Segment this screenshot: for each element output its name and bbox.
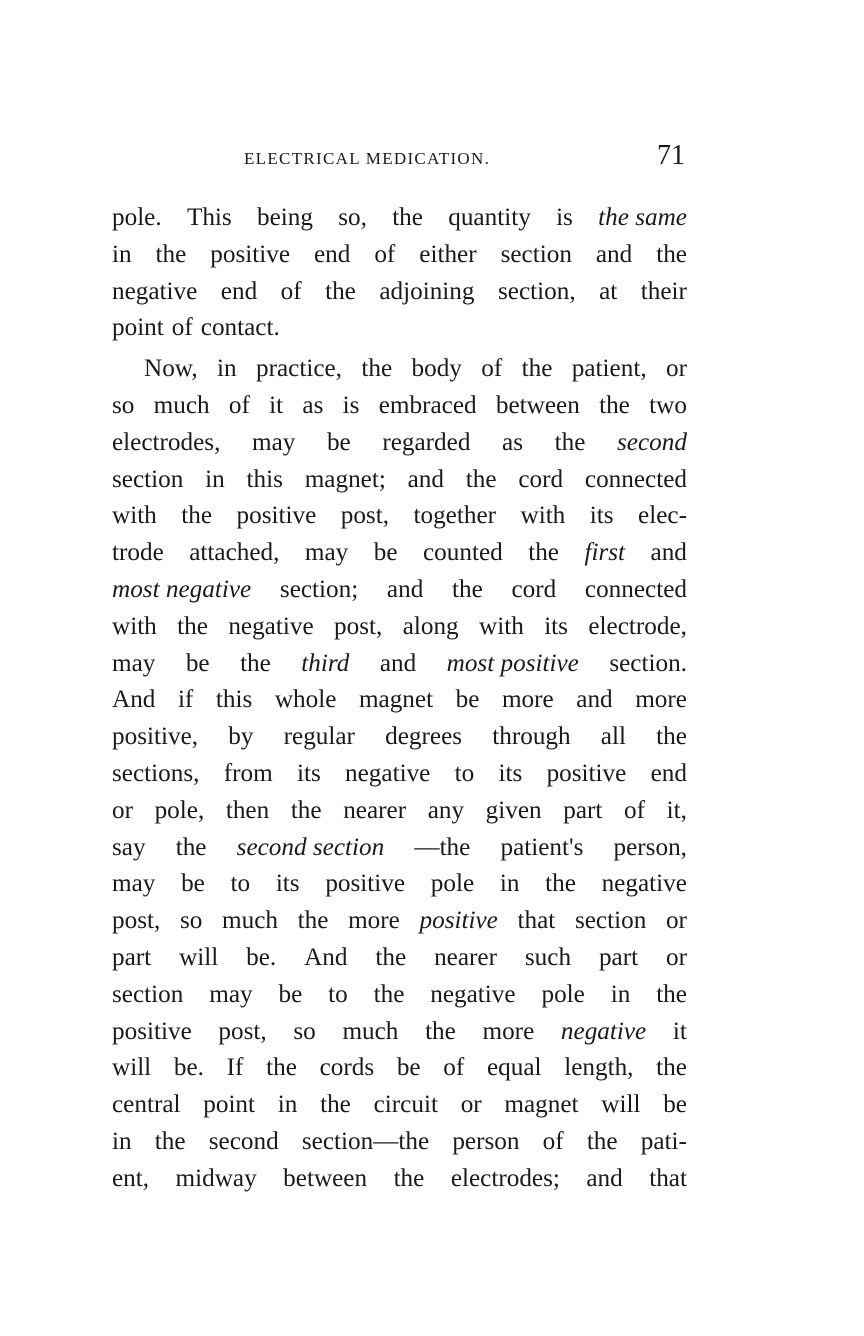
word: with — [479, 612, 524, 640]
word: or — [666, 355, 687, 383]
word: person — [452, 1127, 520, 1155]
word: is — [342, 391, 360, 419]
word: of — [624, 796, 645, 824]
word: person, — [613, 833, 687, 861]
word: part — [112, 943, 152, 971]
word: by — [228, 723, 254, 751]
word: it — [672, 1017, 687, 1045]
word: patient's — [500, 833, 584, 861]
word: that — [517, 907, 556, 935]
word: to — [328, 980, 348, 1008]
word: the — [297, 907, 329, 935]
word: as — [502, 428, 524, 456]
word: electrode, — [588, 612, 687, 640]
word: positive — [210, 240, 291, 268]
word: in — [205, 465, 225, 493]
word: its — [589, 502, 614, 530]
word: the — [545, 870, 576, 898]
word: pole, — [154, 796, 205, 824]
word: section — [500, 240, 572, 268]
word: along — [402, 612, 459, 640]
word: to — [454, 759, 475, 787]
word: to — [230, 870, 251, 898]
word: electrodes, — [112, 428, 221, 456]
word: then — [225, 796, 270, 824]
word: midway — [175, 1164, 257, 1192]
text-line — [112, 756, 687, 793]
word: embraced — [378, 391, 477, 419]
word: in — [217, 355, 237, 383]
word: so — [293, 1017, 316, 1045]
text-line — [112, 200, 687, 237]
word: cords — [319, 1054, 375, 1082]
word: of — [171, 314, 193, 342]
word: be. — [173, 1054, 204, 1082]
word: more — [635, 686, 687, 714]
word: the — [656, 723, 687, 751]
word: the — [375, 943, 407, 971]
word: end — [220, 277, 258, 305]
word: sections, — [112, 759, 200, 787]
word: pole. — [112, 204, 162, 231]
word: it, — [666, 796, 687, 824]
word: or — [460, 1091, 482, 1119]
word: part — [563, 796, 603, 824]
word: the — [425, 1017, 456, 1045]
word: circuit — [373, 1091, 438, 1119]
word: will — [112, 1054, 152, 1082]
word: point — [112, 314, 164, 342]
word: nearer — [343, 796, 407, 824]
word: two — [649, 391, 687, 419]
word: the — [656, 1054, 687, 1082]
word: positive — [112, 1017, 192, 1045]
text-line — [112, 1087, 687, 1124]
italic-word: first — [584, 539, 626, 567]
word: as — [302, 391, 324, 419]
word: elec- — [638, 502, 687, 530]
text-line — [112, 310, 687, 347]
word: Now, — [144, 355, 198, 383]
italic-word: most negative — [112, 575, 252, 603]
word: the — [393, 1164, 425, 1192]
word: cord — [511, 575, 557, 603]
word: pole — [541, 980, 585, 1008]
word: And — [112, 686, 156, 714]
word: and — [595, 240, 633, 268]
word: the — [155, 240, 187, 268]
word: given — [485, 796, 542, 824]
word: trode — [112, 539, 164, 567]
word: the — [528, 539, 559, 567]
word: electrodes; — [450, 1164, 560, 1192]
text-line — [112, 719, 687, 756]
word: ent, — [112, 1164, 150, 1192]
word: and — [586, 1164, 623, 1192]
word: adjoining — [379, 277, 475, 305]
word: positive — [236, 502, 317, 530]
text-line — [112, 572, 687, 609]
text-line — [112, 425, 687, 462]
word: body — [411, 355, 462, 383]
word: its — [498, 759, 523, 787]
word: cord — [518, 465, 564, 493]
word: and — [386, 575, 424, 603]
word: of — [443, 1054, 465, 1082]
word: section — [112, 465, 184, 493]
body-text — [112, 200, 687, 1198]
word: length, — [564, 1054, 634, 1082]
word: may — [112, 870, 156, 898]
word: the — [373, 980, 405, 1008]
text-line — [112, 462, 687, 499]
italic-word: negative — [560, 1017, 647, 1045]
word: practice, — [255, 355, 342, 383]
word: of — [374, 240, 396, 268]
word: be — [396, 1054, 421, 1082]
text-line — [112, 1124, 687, 1161]
word: and — [407, 465, 444, 493]
text-line — [112, 646, 687, 683]
word: its — [275, 870, 300, 898]
word: in — [112, 240, 132, 268]
word: connected — [584, 465, 687, 493]
italic-word: second — [616, 428, 687, 456]
word: attached, — [189, 539, 280, 567]
word: of — [542, 1127, 564, 1155]
word: this — [215, 686, 253, 714]
word: contact. — [200, 314, 280, 342]
word: in — [499, 870, 520, 898]
word: be — [373, 539, 398, 567]
word: pati- — [640, 1127, 687, 1155]
word: magnet — [358, 686, 434, 714]
word: point — [203, 1091, 256, 1119]
word: negative — [430, 980, 516, 1008]
word: much — [222, 907, 278, 935]
word: second — [208, 1127, 279, 1155]
text-line — [112, 1161, 687, 1198]
text-line — [112, 609, 687, 646]
italic-word: most positive — [446, 649, 579, 677]
word: more — [348, 907, 400, 935]
word: if — [177, 686, 194, 714]
word: all — [600, 723, 626, 751]
word: in — [610, 980, 631, 1008]
text-line — [112, 977, 687, 1014]
word: this — [246, 465, 283, 493]
word: will — [601, 1091, 641, 1119]
text-line — [112, 351, 687, 388]
word: through — [492, 723, 571, 751]
word: the — [451, 575, 483, 603]
word: may — [251, 428, 296, 456]
word: the — [154, 1127, 186, 1155]
word: magnet; — [304, 465, 386, 493]
word: the — [325, 277, 356, 305]
word: may — [209, 980, 253, 1008]
word: the — [181, 502, 213, 530]
word: positive — [546, 759, 627, 787]
word: central — [112, 1091, 181, 1119]
text-line — [112, 388, 687, 425]
word: the — [361, 355, 393, 383]
word: with — [112, 612, 157, 640]
word: negative — [228, 612, 314, 640]
word: its — [296, 759, 321, 787]
word: connected — [584, 575, 687, 603]
italic-word: third — [301, 649, 350, 677]
word: the — [177, 612, 208, 640]
word: the — [599, 391, 630, 419]
text-line — [112, 1014, 687, 1051]
word: such — [524, 943, 572, 971]
word: with — [112, 502, 157, 530]
word: is — [556, 204, 573, 231]
word: section, — [497, 277, 576, 305]
word: counted — [423, 539, 503, 567]
word: whole — [274, 686, 337, 714]
word: their — [640, 277, 687, 305]
word: the — [266, 1054, 297, 1082]
word: quantity — [448, 204, 531, 231]
word: be. — [246, 943, 277, 971]
word: post, — [218, 1017, 267, 1045]
text-line — [112, 498, 687, 535]
word: either — [419, 240, 477, 268]
word: regarded — [382, 428, 471, 456]
word: be — [181, 870, 205, 898]
word: the — [240, 649, 271, 677]
word: negative — [601, 870, 687, 898]
word: so — [112, 391, 135, 419]
word: may — [112, 649, 156, 677]
word: the — [175, 833, 207, 861]
word: much — [342, 1017, 399, 1045]
page-header — [112, 140, 687, 176]
word: from — [223, 759, 273, 787]
word: the — [392, 204, 423, 231]
word: be — [278, 980, 303, 1008]
text-line — [112, 535, 687, 572]
word: it — [269, 391, 284, 419]
word: together — [413, 502, 497, 530]
word: be — [326, 428, 351, 456]
paragraph — [112, 351, 687, 1197]
word: post, — [112, 907, 161, 935]
text-line — [112, 866, 687, 903]
word: section — [574, 907, 647, 935]
word: pole — [430, 870, 475, 898]
word: And — [304, 943, 348, 971]
word: with — [520, 502, 566, 530]
word: will — [179, 943, 219, 971]
word: negative — [345, 759, 431, 787]
italic-word: positive — [419, 907, 498, 935]
word: much — [153, 391, 210, 419]
word: the — [465, 465, 497, 493]
word: be — [185, 649, 210, 677]
word: more — [482, 1017, 535, 1045]
word: in — [112, 1127, 132, 1155]
word: between — [283, 1164, 368, 1192]
page-number: 71 — [657, 140, 685, 171]
word: in — [277, 1091, 298, 1119]
word: equal — [486, 1054, 542, 1082]
word: negative — [112, 277, 198, 305]
paragraph — [112, 200, 687, 347]
word: the — [656, 240, 687, 268]
word: the — [656, 980, 687, 1008]
word: of — [280, 277, 302, 305]
text-line — [112, 237, 687, 274]
word: so, — [338, 204, 367, 231]
word: end — [650, 759, 687, 787]
text-line — [112, 793, 687, 830]
word: and — [650, 539, 687, 567]
word: any — [427, 796, 465, 824]
word: magnet — [504, 1091, 579, 1119]
text-line — [112, 903, 687, 940]
word: section; — [279, 575, 359, 603]
italic-word: the same — [598, 204, 687, 231]
word: of — [481, 355, 503, 383]
text-line — [112, 274, 687, 311]
word: its — [544, 612, 568, 640]
word: be — [455, 686, 480, 714]
word: regular — [283, 723, 355, 751]
word: post, — [334, 612, 383, 640]
word: patient, — [571, 355, 647, 383]
word: at — [599, 277, 618, 305]
word: be — [663, 1091, 687, 1119]
word: or — [666, 943, 687, 971]
word: the — [320, 1091, 351, 1119]
text-line — [112, 940, 687, 977]
word: —the — [414, 833, 471, 861]
word: the — [554, 428, 586, 456]
word: degrees — [385, 723, 463, 751]
word: If — [226, 1054, 244, 1082]
word: and — [379, 649, 417, 677]
word: of — [228, 391, 250, 419]
running-head: ELECTRICAL MEDICATION. — [244, 149, 491, 168]
word: that — [649, 1164, 687, 1192]
word: the — [586, 1127, 618, 1155]
word: section — [112, 980, 184, 1008]
word: part — [598, 943, 639, 971]
word: post, — [340, 502, 390, 530]
word: or — [665, 907, 687, 935]
word: may — [304, 539, 349, 567]
word: and — [576, 686, 613, 714]
word: section—the — [301, 1127, 430, 1155]
italic-word: second section — [236, 833, 385, 861]
text-line — [112, 682, 687, 719]
word: so — [179, 907, 203, 935]
word: being — [256, 204, 313, 231]
word: the — [290, 796, 322, 824]
word: nearer — [434, 943, 497, 971]
word: the — [521, 355, 553, 383]
word: or — [112, 796, 133, 824]
word: section. — [609, 649, 687, 677]
word: This — [186, 204, 232, 231]
word: end — [314, 240, 351, 268]
text-line — [112, 830, 687, 867]
word: between — [495, 391, 580, 419]
word: say — [112, 833, 146, 861]
word: more — [501, 686, 554, 714]
word: positive — [325, 870, 406, 898]
word: positive, — [112, 723, 199, 751]
text-line — [112, 1050, 687, 1087]
